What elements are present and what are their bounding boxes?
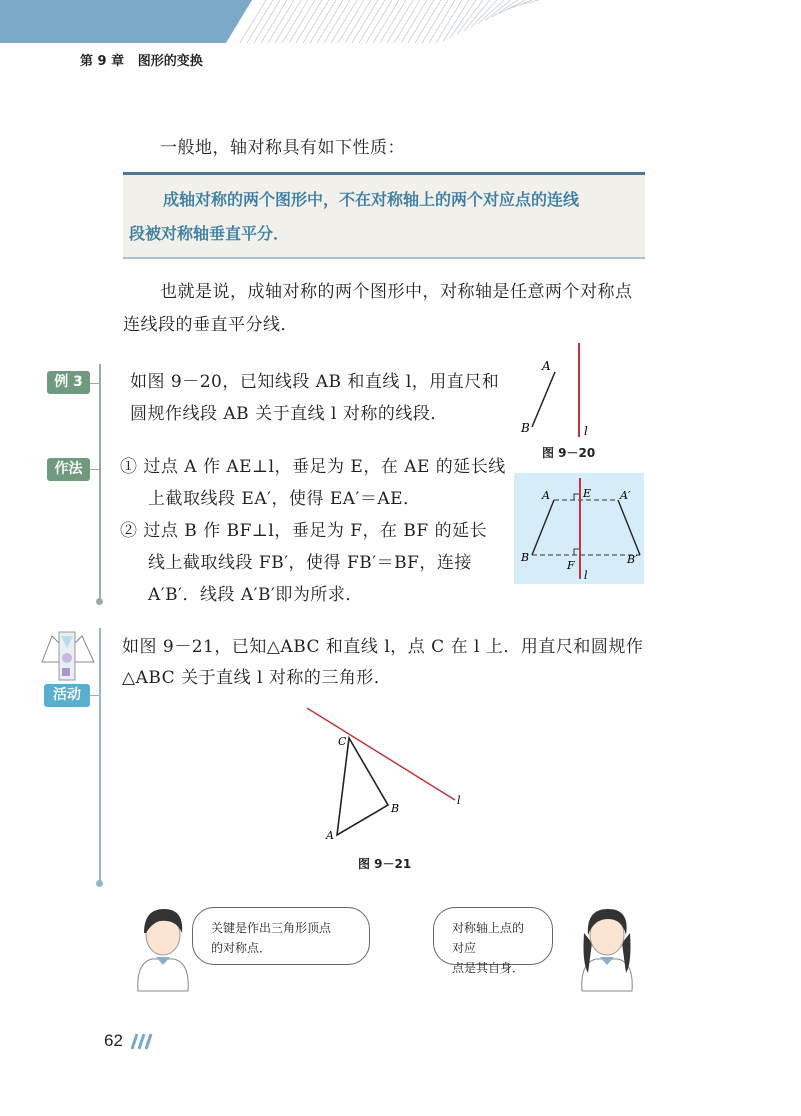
hatch-line: [485, 0, 511, 21]
hatch-line: [254, 0, 280, 43]
rail-end-dot: [96, 880, 103, 887]
hatch-line: [296, 0, 322, 43]
page-number-slashes-icon: [126, 1031, 154, 1051]
method-step: ① 过点 A 作 AE⊥l，垂足为 E，在 AE 的延长线: [120, 457, 506, 477]
chapter-title: 图形的变换: [137, 54, 203, 69]
example-line-2: 圆规作线段 AB 关于直线 l 对称的线段．: [130, 404, 448, 424]
label-a-prime: A′: [620, 489, 631, 502]
hatch-line: [338, 0, 364, 43]
hatch-line: [352, 0, 378, 43]
segment-ab: [532, 500, 554, 555]
hatch-line: [261, 0, 287, 43]
hatch-line: [464, 0, 490, 31]
label-b: B: [391, 802, 400, 815]
hatch-line: [366, 0, 392, 43]
header-band: [0, 0, 801, 45]
hatch-line: [401, 0, 427, 43]
figure-9-20-caption: 图 9－20: [542, 446, 596, 460]
intro-text: 一般地，轴对称具有如下性质：: [160, 138, 405, 158]
hatch-line: [436, 0, 462, 43]
hatch-line: [324, 0, 350, 43]
chapter-header: [80, 50, 203, 69]
method-step: 上截取线段 EA′，使得 EA′＝AE．: [148, 489, 421, 509]
hatch-line: [415, 0, 441, 43]
girl-line-2: 点是其自身．: [452, 961, 525, 975]
label-b: B: [521, 421, 530, 435]
activity-rail: [99, 628, 101, 883]
hatch-line: [289, 0, 315, 43]
label-l: l: [584, 569, 588, 582]
hatch-line: [275, 0, 301, 43]
tick: [90, 469, 100, 470]
label-a: A: [542, 489, 550, 502]
explanation-line-2: 连线段的垂直平分线．: [123, 315, 298, 335]
method-step: ② 过点 B 作 BF⊥l，垂足为 F，在 BF 的延长: [120, 521, 488, 541]
tick: [90, 695, 100, 696]
girl-speech-bubble: [433, 907, 553, 975]
rail-end-dot: [96, 598, 103, 605]
example-rail: [99, 364, 101, 602]
hatch-line: [268, 0, 294, 43]
activity-tag: 活动: [44, 684, 90, 707]
label-l: l: [457, 794, 461, 807]
example-tag: 例 3: [47, 371, 90, 394]
chapter-number: 第 9 章: [80, 54, 125, 69]
method-step: 线上截取线段 FB′，使得 FB′＝BF，连接: [148, 553, 472, 573]
triangle-abc: [337, 738, 388, 835]
method-step: A′B′．线段 A′B′即为所求．: [148, 585, 363, 605]
hatch-line: [373, 0, 399, 43]
hatch-line: [457, 0, 483, 35]
label-a: A: [326, 829, 334, 842]
label-l: l: [584, 424, 588, 438]
label-a: A: [542, 359, 551, 373]
hatch-line: [331, 0, 357, 43]
property-box: [123, 172, 645, 259]
hatch-line: [380, 0, 406, 43]
hatch-line: [387, 0, 413, 43]
hatch-line: [247, 0, 273, 43]
hatch-line: [282, 0, 308, 43]
hatch-line: [345, 0, 371, 43]
hatch-line: [492, 0, 518, 17]
tick: [90, 383, 100, 384]
hatch-line: [450, 0, 476, 38]
activity-line-2: △ABC 关于直线 l 对称的三角形．: [122, 668, 392, 688]
segment-ab: [532, 372, 555, 427]
hatch-line: [359, 0, 385, 43]
segment-a-prime-b-prime: [618, 500, 640, 555]
activity-icon: [38, 630, 98, 682]
boy-speech-bubble: [192, 907, 370, 965]
boy-illustration: [130, 903, 196, 995]
boy-line-2: 的对称点．: [211, 941, 272, 955]
figure-9-21: [300, 700, 480, 845]
girl-line-1: 对称轴上点的对应: [452, 921, 525, 955]
label-b-prime: B′: [627, 553, 638, 566]
axis-line-l: [307, 708, 455, 800]
hatch-line: [422, 0, 448, 43]
hatch-line: [394, 0, 420, 43]
hatch-line: [310, 0, 336, 43]
label-e: E: [583, 487, 592, 500]
figure-9-21-caption: 图 9－21: [358, 857, 412, 871]
figure-9-20: [505, 340, 655, 445]
hatch-line: [317, 0, 343, 43]
property-line-2: 段被对称轴垂直平分．: [129, 224, 290, 243]
activity-line-1: 如图 9－21，已知△ABC 和直线 l，点 C 在 l 上．用直尺和圆规作: [122, 637, 644, 657]
example-line-1: 如图 9－20，已知线段 AB 和直线 l，用直尺和: [130, 372, 500, 392]
property-line-1: 成轴对称的两个图形中，不在对称轴上的两个对应点的连线: [163, 190, 580, 209]
explanation-line-1: 也就是说，成轴对称的两个图形中，对称轴是任意两个对称点: [160, 282, 633, 302]
label-f: F: [567, 559, 575, 572]
page-number: 62: [104, 1031, 123, 1050]
boy-line-1: 关键是作出三角形顶点: [211, 921, 332, 935]
construction-figure: [514, 473, 644, 584]
method-tag: 作法: [47, 458, 90, 481]
hatch-line: [408, 0, 434, 43]
label-b: B: [521, 551, 530, 564]
hatch-line: [443, 0, 469, 42]
girl-illustration: [574, 903, 640, 995]
label-c: C: [338, 735, 347, 748]
hatch-line: [303, 0, 329, 43]
